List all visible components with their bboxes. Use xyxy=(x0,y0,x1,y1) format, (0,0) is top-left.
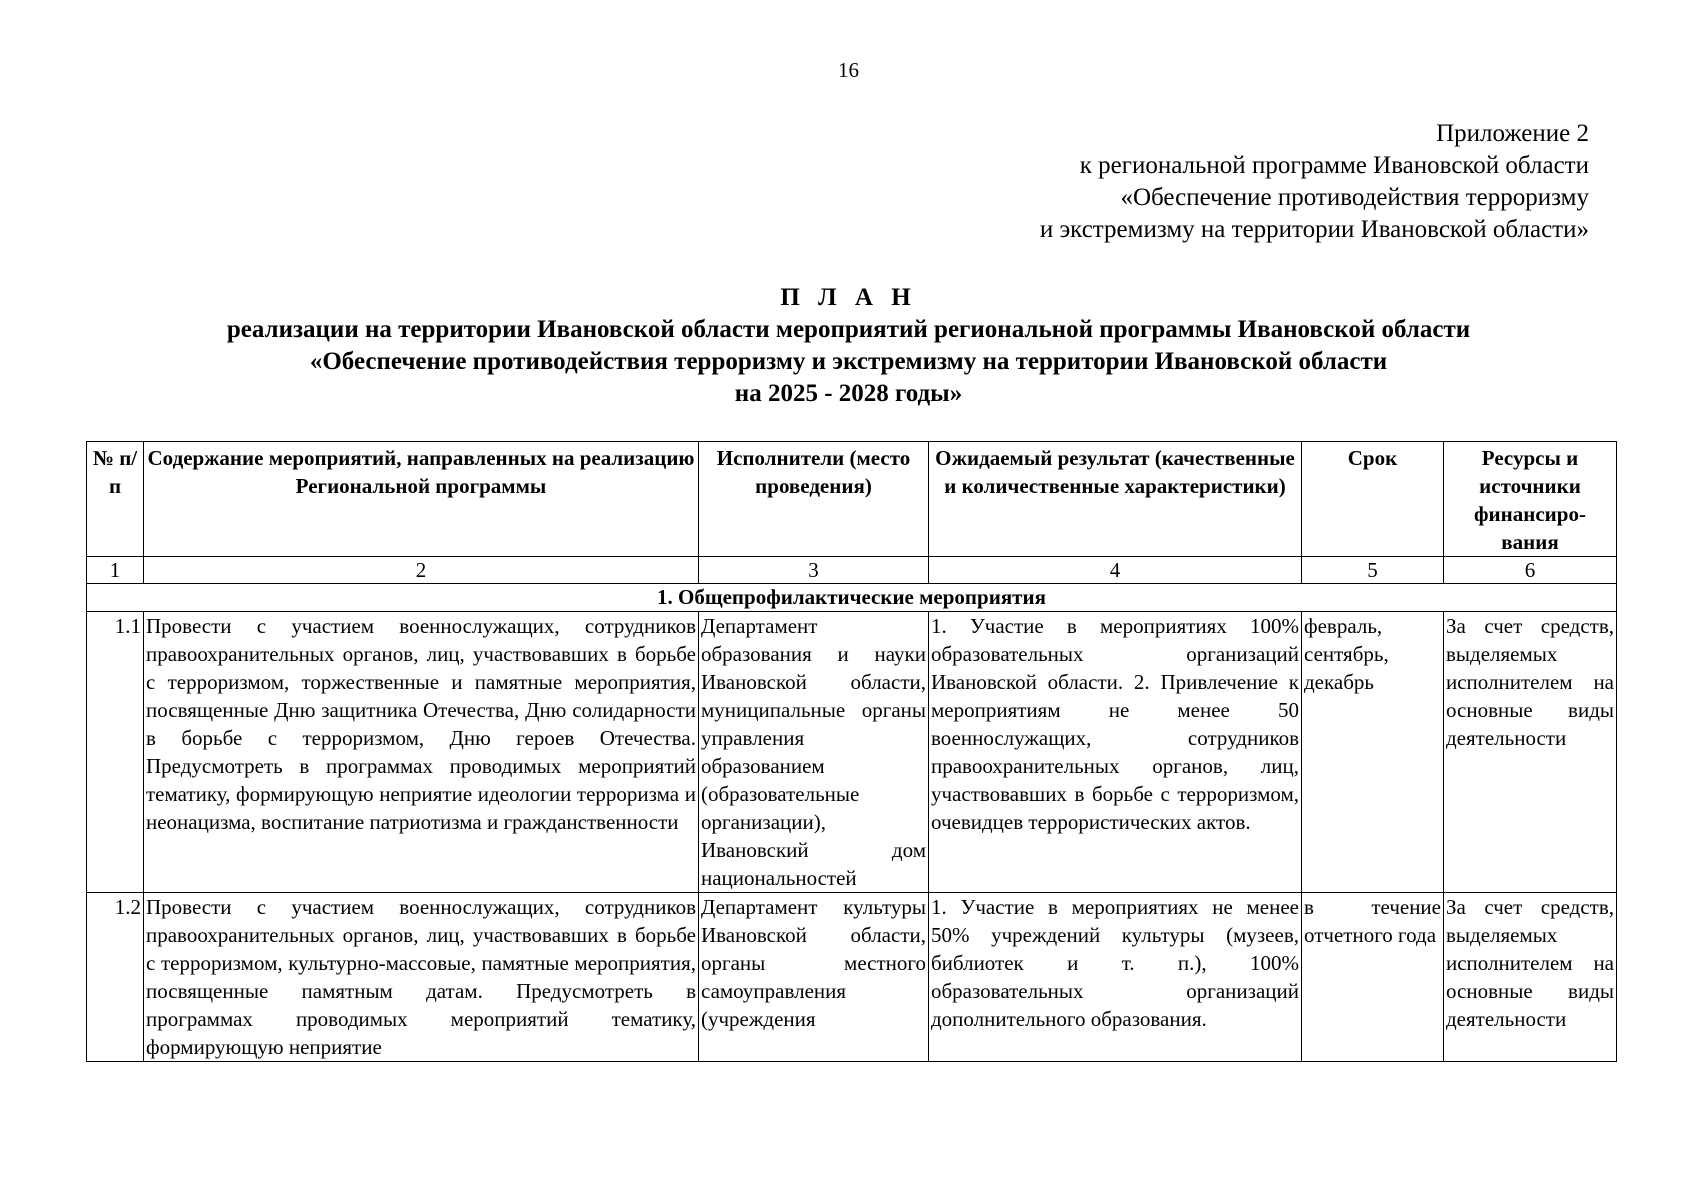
appendix-line-2: к региональной программе Ивановской области xyxy=(1079,152,1589,179)
header-executors: Исполнители (место проведения) xyxy=(699,442,929,557)
column-number: 6 xyxy=(1444,557,1617,584)
row-executors: Департамент образования и науки Ивановской области, муниципальные органы управления образованием (образовательные организации), Ивановский дом национальностей xyxy=(699,612,929,893)
row-resources: За счет средств, выделяемых исполнителем на основные виды деятельности xyxy=(1444,612,1617,893)
header-resources: Ресурсы и источники финансиро-вания xyxy=(1444,442,1617,557)
title-line-1: реализации на территории Ивановской области мероприятий региональной программы Ивановской области xyxy=(226,316,1471,343)
row-resources: За счет средств, выделяемых исполнителем на основные виды деятельности xyxy=(1444,893,1617,1062)
column-number: 4 xyxy=(929,557,1302,584)
section-title: 1. Общепрофилактические мероприятия xyxy=(87,584,1617,612)
table-row xyxy=(87,893,1617,1062)
row-executors: Департамент культуры Ивановской области, органы местного самоуправления (учреждения xyxy=(699,893,929,1062)
row-number: 1.2 xyxy=(87,893,144,1062)
column-numbers-row xyxy=(87,557,1617,584)
plan-table xyxy=(86,441,1617,1062)
document-title xyxy=(0,282,1697,410)
row-term: февраль, сентябрь, декабрь xyxy=(1302,612,1444,893)
section-row xyxy=(87,584,1617,612)
row-term: в течение отчетного года xyxy=(1302,893,1444,1062)
appendix-header xyxy=(1040,118,1589,246)
page-number: 16 xyxy=(838,58,859,82)
appendix-line-3: «Обеспечение противодействия терроризму xyxy=(1120,184,1589,211)
row-result: 1. Участие в мероприятиях не менее 50% учреждений культуры (музеев, библиотек и т. п.), 100% образовательных организаций дополнительного образования. xyxy=(929,893,1302,1062)
appendix-line-1: Приложение 2 xyxy=(1436,120,1589,147)
row-result: 1. Участие в мероприятиях 100% образовательных организаций Ивановской области. 2. Привлечение к мероприятиям не менее 50 военнослужащих, сотрудников правоохранительных органов, лиц, участвовавших в борьбе с терроризмом, очевидцев террористических актов. xyxy=(929,612,1302,893)
column-number: 1 xyxy=(87,557,144,584)
row-content: Провести с участием военнослужащих, сотрудников правоохранительных органов, лиц, участвовавших в борьбе с терроризмом, культурно-массовые, памятные мероприятия, посвященные памятным датам. Предусмотреть в программах проводимых мероприятий тематику, формирующую неприятие xyxy=(144,893,699,1062)
header-content: Содержание мероприятий, направленных на реализацию Региональной программы xyxy=(144,442,699,557)
title-line-2: «Обеспечение противодействия терроризму и экстремизму на территории Ивановской области xyxy=(309,348,1388,375)
header-result: Ожидаемый результат (качественные и количественные характеристики) xyxy=(929,442,1302,557)
table-row xyxy=(87,612,1617,893)
header-number: № п/п xyxy=(87,442,144,557)
title-plan: П Л А Н xyxy=(780,284,917,311)
title-line-3: на 2025 - 2028 годы» xyxy=(734,380,963,407)
row-number: 1.1 xyxy=(87,612,144,893)
table-header-row xyxy=(87,442,1617,557)
column-number: 5 xyxy=(1302,557,1444,584)
appendix-line-4: и экстремизму на территории Ивановской области» xyxy=(1039,216,1589,243)
header-term: Срок xyxy=(1302,442,1444,557)
column-number: 3 xyxy=(699,557,929,584)
column-number: 2 xyxy=(144,557,699,584)
row-content: Провести с участием военнослужащих, сотрудников правоохранительных органов, лиц, участвовавших в борьбе с терроризмом, торжественные и памятные мероприятия, посвященные Дню защитника Отечества, Дню солидарности в борьбе с терроризмом, Дню героев Отечества. Предусмотреть в программах проводимых мероприятий тематику, формирующую неприятие идеологии терроризма и неонацизма, воспитание патриотизма и гражданственности xyxy=(144,612,699,893)
